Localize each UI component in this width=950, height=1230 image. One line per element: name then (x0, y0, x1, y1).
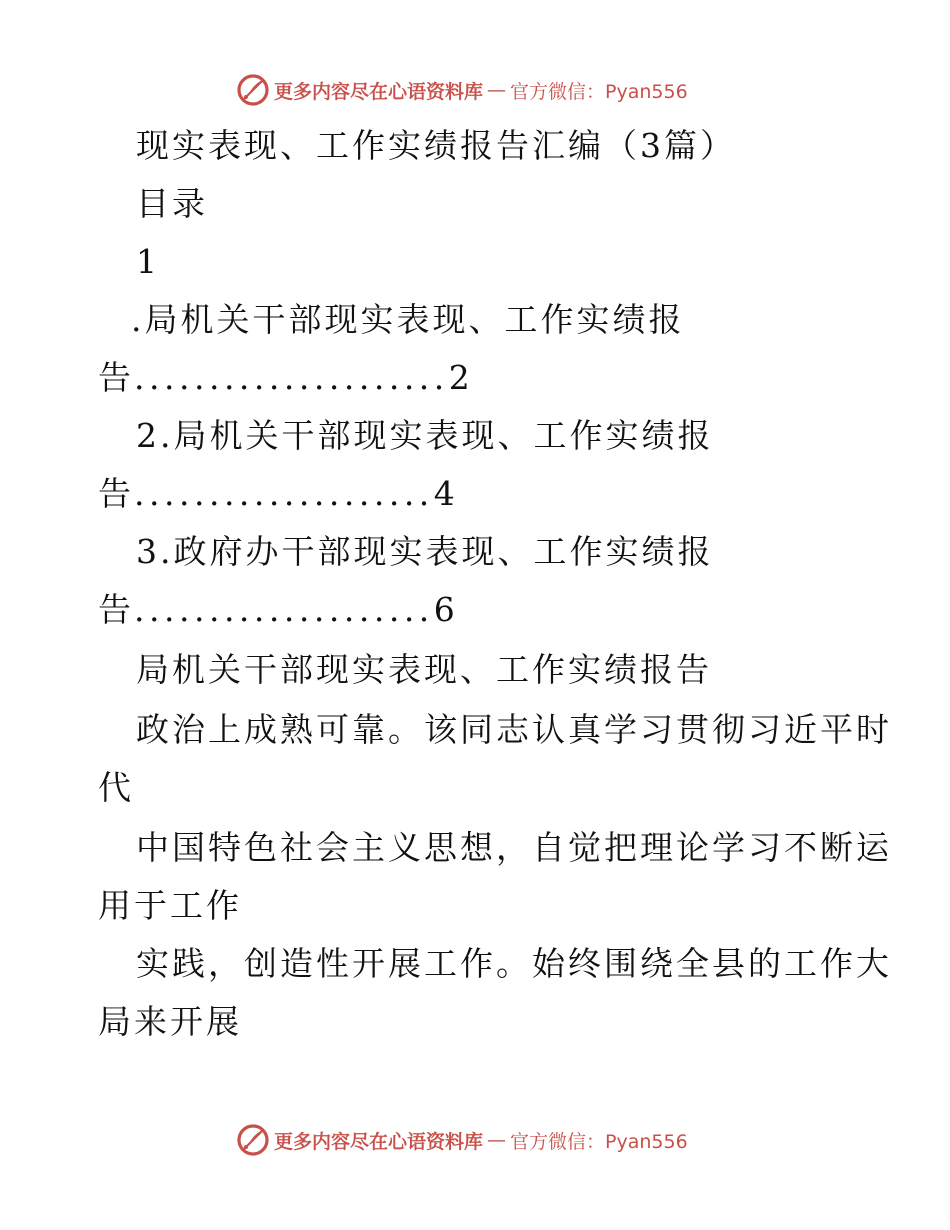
watermark-site-text: 更多内容尽在心语资料库 (274, 80, 484, 103)
document-title: 现实表现、工作实绩报告汇编（3篇） (136, 126, 736, 165)
toc-entry-1-page: 2 (448, 358, 473, 397)
paragraph-3-line-2: 局来开展 (98, 1002, 242, 1041)
toc-entry-3-text: 3.政府办干部现实表现、工作实绩报 (136, 532, 714, 571)
toc-entry-2-continuation (98, 474, 458, 514)
toc-entry-1-number: 1 (136, 242, 160, 281)
paragraph-2-line-2: 用于工作 (98, 886, 242, 925)
footer-watermark (236, 1122, 688, 1158)
watermark-separator: — (487, 1129, 507, 1151)
watermark-contact-text: 官方微信：Pyan556 (510, 80, 688, 103)
paragraph-1-line-1: 政治上成熟可靠。该同志认真学习贯彻习近平时 (136, 710, 892, 749)
watermark-separator: — (487, 79, 507, 101)
toc-entry-1-continuation (98, 358, 473, 398)
watermark-site-text: 更多内容尽在心语资料库 (274, 1130, 484, 1153)
toc-heading: 目录 (136, 184, 208, 223)
toc-entry-3-page: 6 (433, 590, 458, 629)
section-heading: 局机关干部现实表现、工作实绩报告 (136, 650, 712, 689)
toc-entry-2-text: 2.局机关干部现实表现、工作实绩报 (136, 416, 714, 455)
toc-entry-3-leader-dots: .................... (134, 590, 434, 629)
toc-entry-2-page: 4 (433, 474, 458, 513)
toc-entry-3-tail: 告 (98, 590, 134, 629)
toc-entry-3-continuation (98, 590, 458, 630)
toc-entry-2-tail: 告 (98, 474, 134, 513)
quill-logo-icon (236, 73, 270, 107)
paragraph-3-line-1: 实践，创造性开展工作。始终围绕全县的工作大 (136, 944, 892, 983)
quill-logo-icon (236, 1123, 270, 1157)
toc-entry-1-leader-dots: ..................... (134, 358, 449, 397)
toc-entry-1-text: .局机关干部现实表现、工作实绩报 (131, 300, 685, 339)
toc-entry-2-leader-dots: .................... (134, 474, 434, 513)
paragraph-1-line-2: 代 (98, 768, 134, 807)
header-watermark (236, 72, 688, 108)
paragraph-2-line-1: 中国特色社会主义思想，自觉把理论学习不断运 (136, 828, 892, 867)
watermark-contact-text: 官方微信：Pyan556 (510, 1130, 688, 1153)
toc-entry-1-tail: 告 (98, 358, 134, 397)
